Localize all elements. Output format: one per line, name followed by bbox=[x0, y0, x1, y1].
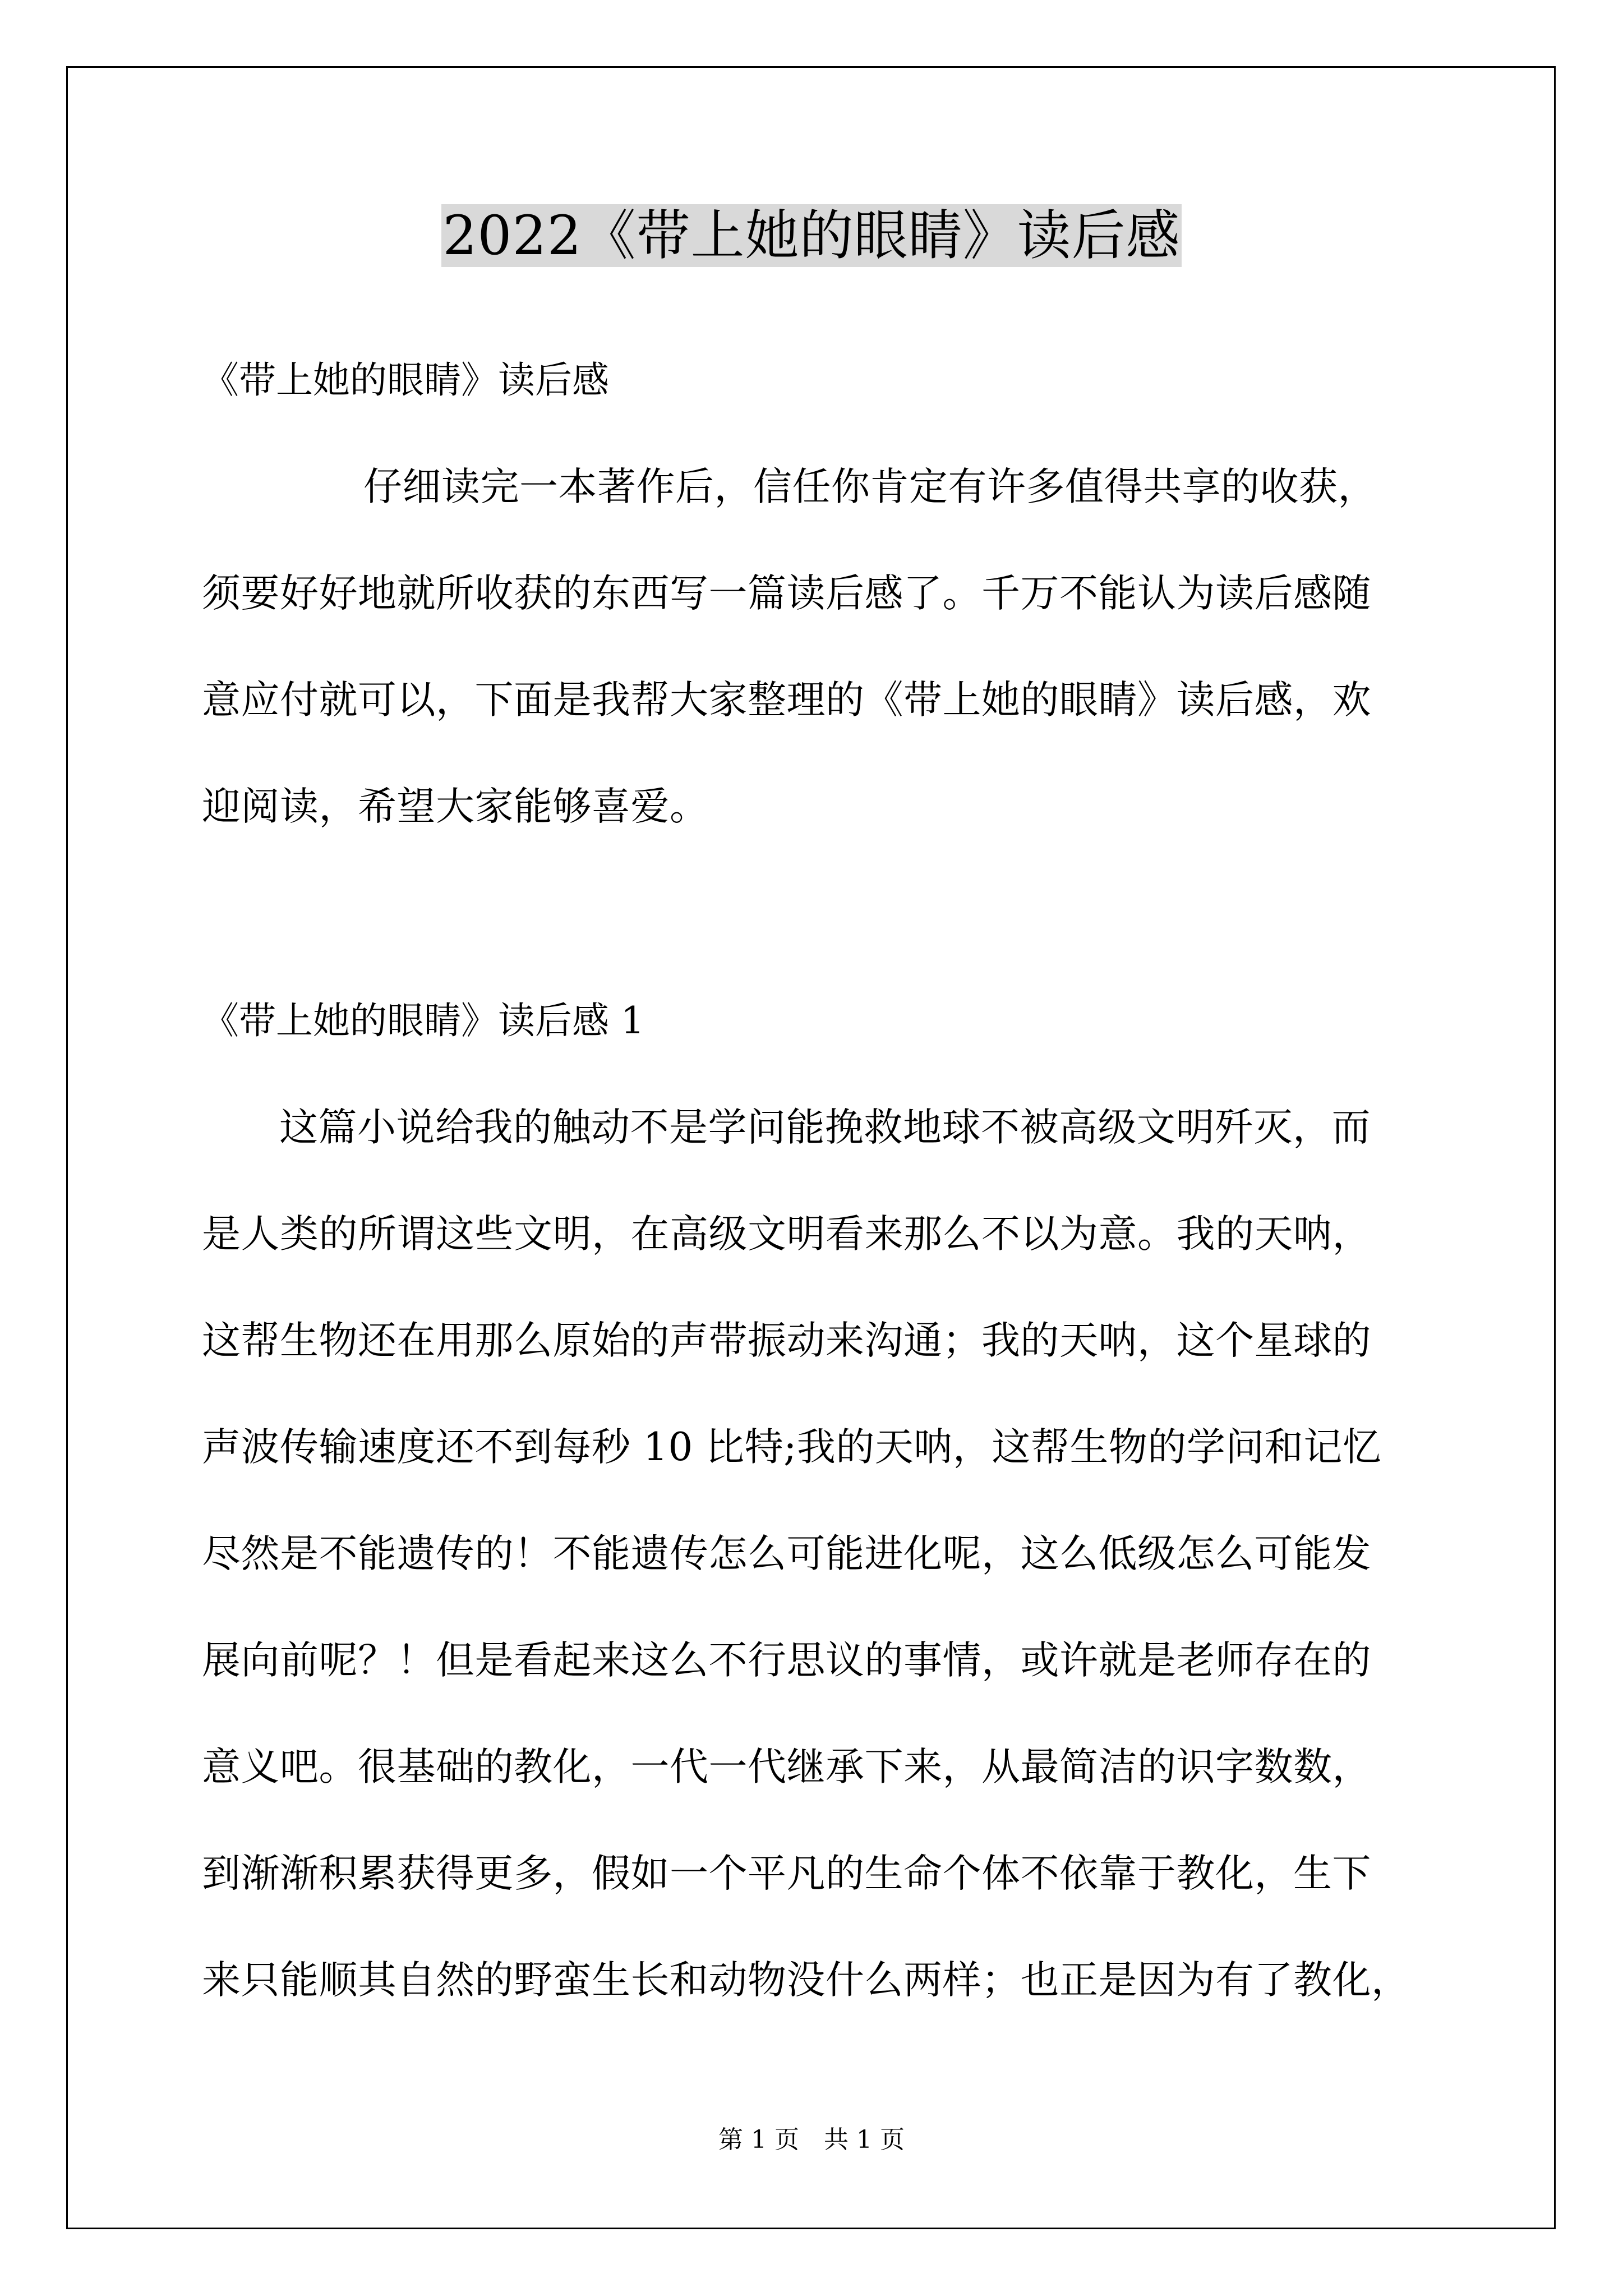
section1-line: 这篇小说给我的触动不是学问能挽救地球不被高级文明歼灭，而 bbox=[279, 1105, 1371, 1150]
page-footer: 第 1 页 共 1 页 bbox=[718, 2125, 905, 2154]
section1-line: 展向前呢？！但是看起来这么不行思议的事情，或许就是老师存在的 bbox=[202, 1638, 1371, 1683]
section1-line: 来只能顺其自然的野蛮生长和动物没什么两样；也正是因为有了教化， bbox=[202, 1958, 1410, 2003]
document-title-text: 2022《带上她的眼睛》读后感 bbox=[442, 204, 1181, 267]
section1-line: 到渐渐积累获得更多，假如一个平凡的生命个体不依靠于教化，生下 bbox=[202, 1851, 1371, 1896]
intro-line: 仔细读完一本著作后，信任你肯定有许多值得共享的收获， bbox=[363, 464, 1377, 509]
section1-heading: 《带上她的眼睛》读后感 1 bbox=[202, 999, 644, 1042]
intro-line: 须要好好地就所收获的东西写一篇读后感了。千万不能认为读后感随 bbox=[202, 571, 1371, 616]
section1-line: 尽然是不能遗传的！不能遗传怎么可能进化呢，这么低级怎么可能发 bbox=[202, 1531, 1371, 1576]
section1-line: 是人类的所谓这些文明，在高级文明看来那么不以为意。我的天呐， bbox=[202, 1212, 1371, 1257]
section1-line: 意义吧。很基础的教化，一代一代继承下来，从最简洁的识字数数， bbox=[202, 1745, 1371, 1789]
intro-line: 迎阅读，希望大家能够喜爱。 bbox=[202, 784, 709, 829]
intro-line: 意应付就可以，下面是我帮大家整理的《带上她的眼睛》读后感，欢 bbox=[202, 678, 1371, 723]
section1-line: 这帮生物还在用那么原始的声带振动来沟通；我的天呐，这个星球的 bbox=[202, 1318, 1371, 1363]
section1-line: 声波传输速度还不到每秒 10 比特;我的天呐，这帮生物的学问和记忆 bbox=[202, 1425, 1382, 1470]
document-title bbox=[0, 194, 1623, 278]
intro-heading: 《带上她的眼睛》读后感 bbox=[202, 358, 609, 402]
